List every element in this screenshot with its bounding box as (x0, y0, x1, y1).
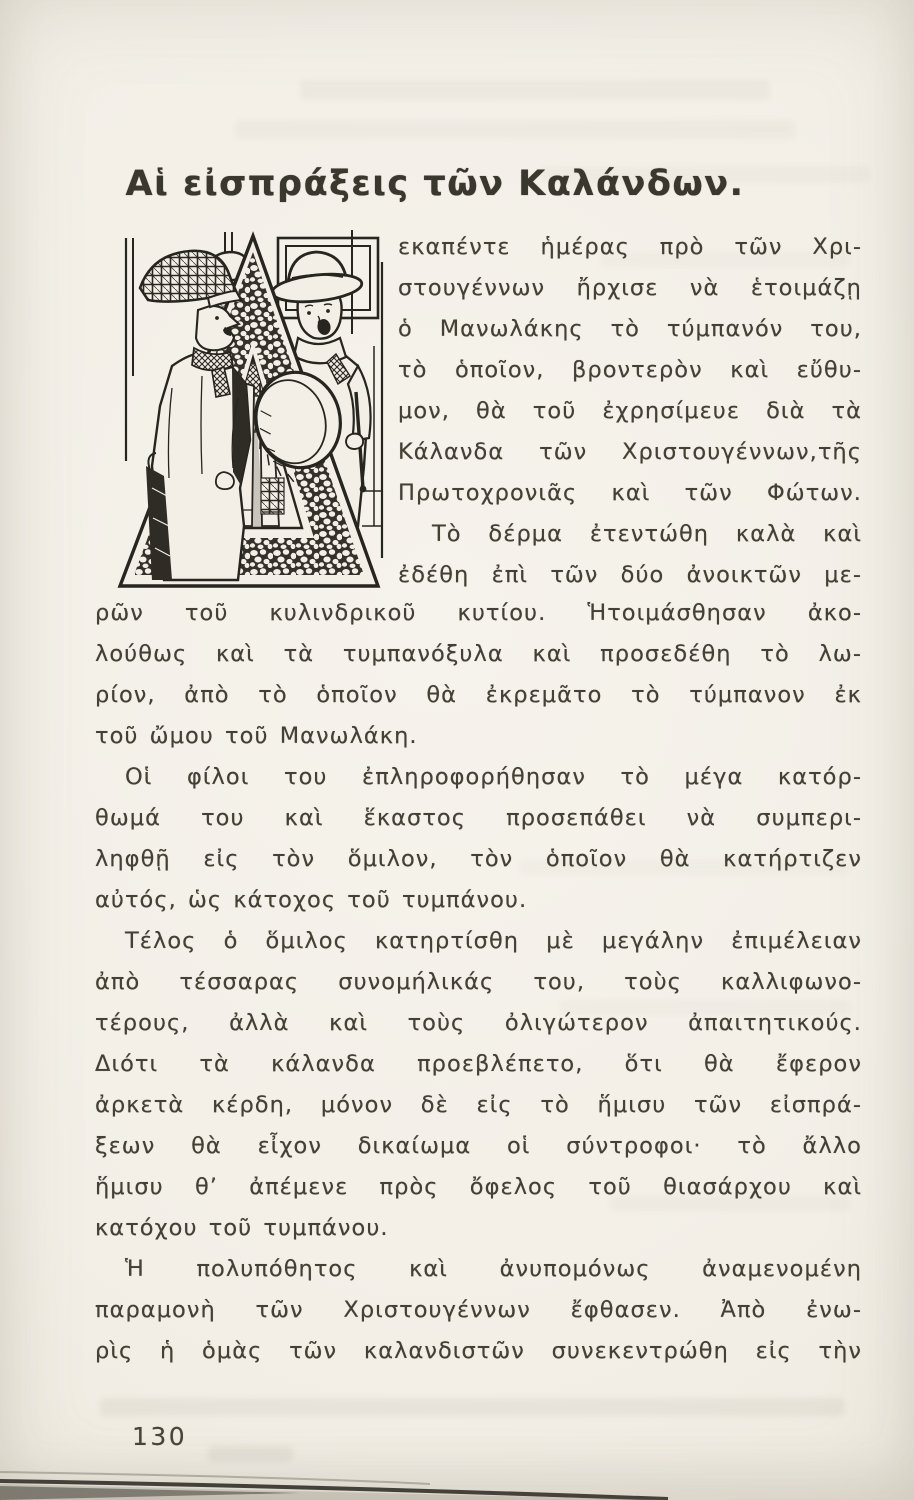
text-line: τὸ ὁποῖον, βροντερὸν καὶ εὔθυ- (398, 357, 862, 383)
text-line: λούθως καὶ τὰ τυμπανόξυλα καὶ προσεδέθη τὸ λω- (95, 641, 862, 667)
page-bottom-edge (0, 1440, 914, 1500)
text-line: ρῶν τοῦ κυλινδρικοῦ κυτίου. Ἡτοιμάσθησαν ἀκο- (95, 600, 862, 626)
main-text-block (95, 600, 862, 1379)
page-number: 130 (132, 1422, 188, 1451)
text-line: αὐτός, ὡς κάτοχος τοῦ τυμπάνου. (95, 887, 528, 913)
text-line: τέρους, ἀλλὰ καὶ τοὺς ὀλιγώτερον ἀπαιτητικούς. (95, 1010, 862, 1036)
text-line: Πρωτοχρονιᾶς καὶ τῶν Φώτων. (398, 480, 862, 506)
text-line: ληφθῇ εἰς τὸν ὅμιλον, τὸν ὁποῖον θὰ κατήρτιζεν (95, 846, 862, 872)
text-line: ὁ Μανωλάκης τὸ τύμπανόν του, (398, 316, 862, 342)
text-line: Τὸ δέρμα ἐτεντώθη καλὰ καὶ (432, 521, 862, 547)
text-line: Κάλανδα τῶν Χριστουγέννων,τῆς (398, 439, 862, 465)
text-line: ξεων θὰ εἶχον δικαίωμα οἱ σύντροφοι· τὸ ἄλλο (95, 1133, 862, 1159)
bleed-through-smudge (100, 1398, 845, 1416)
text-line: στουγέννων ἤρχισε νὰ ἑτοιμάζῃ (398, 275, 862, 301)
text-line: ρίον, ἀπὸ τὸ ὁποῖον θὰ ἐκρεμᾶτο τὸ τύμπανον ἐκ (95, 682, 862, 708)
text-line: εκαπέντε ἡμέρας πρὸ τῶν Χρι- (398, 234, 862, 260)
text-line: Ἡ πολυπόθητος καὶ ἀνυπομόνως ἀναμενομένη (125, 1256, 862, 1282)
text-line: τοῦ ὤμου τοῦ Μανωλάκη. (95, 723, 418, 749)
bleed-through-smudge (300, 80, 770, 100)
text-line: θωμά του καὶ ἕκαστος προσεπάθει νὰ συμπερι- (95, 805, 862, 831)
text-line: ἀρκετὰ κέρδη, μόνον δὲ εἰς τὸ ἥμισυ τῶν εἰσπρά- (95, 1092, 862, 1118)
text-line: ἥμισυ θ’ ἀπέμενε πρὸς ὄφελος τοῦ θιασάρχου καὶ (95, 1174, 862, 1200)
text-line: κατόχου τοῦ τυμπάνου. (95, 1215, 389, 1241)
bleed-through-smudge (235, 120, 795, 139)
text-line: μον, θὰ τοῦ ἐχρησίμευε διὰ τὰ (398, 398, 862, 424)
text-line: Διότι τὰ κάλανδα προεβλέπετο, ὅτι θὰ ἔφερον (95, 1051, 862, 1077)
text-line: Οἱ φίλοι του ἐπληροφορήθησαν τὸ μέγα κατόρ- (125, 764, 862, 790)
text-line: ρὶς ἡ ὁμὰς τῶν καλανδιστῶν συνεκεντρώθη εἰς τὴν (95, 1338, 862, 1364)
delta-woodcut-graphic (112, 226, 393, 592)
page-title: Αἱ εἰσπράξεις τῶν Καλάνδων. (125, 164, 745, 205)
text-line: Τέλος ὁ ὅμιλος κατηρτίσθη μὲ μεγάλην ἐπιμέλειαν (125, 928, 862, 954)
text-line: ἐδέθη ἐπὶ τῶν δύο ἀνοικτῶν με- (398, 562, 862, 588)
singing-boy-plaid-cap (140, 251, 250, 580)
paragraph-beside-illustration (398, 234, 862, 603)
text-line: παραμονὴ τῶν Χριστουγέννων ἔφθασεν. Ἀπὸ ἐνω- (95, 1297, 862, 1323)
text-line: ἀπὸ τέσσαρας συνομήλικάς του, τοὺς καλλιφωνο- (95, 969, 862, 995)
drop-cap-illustration (112, 226, 393, 592)
